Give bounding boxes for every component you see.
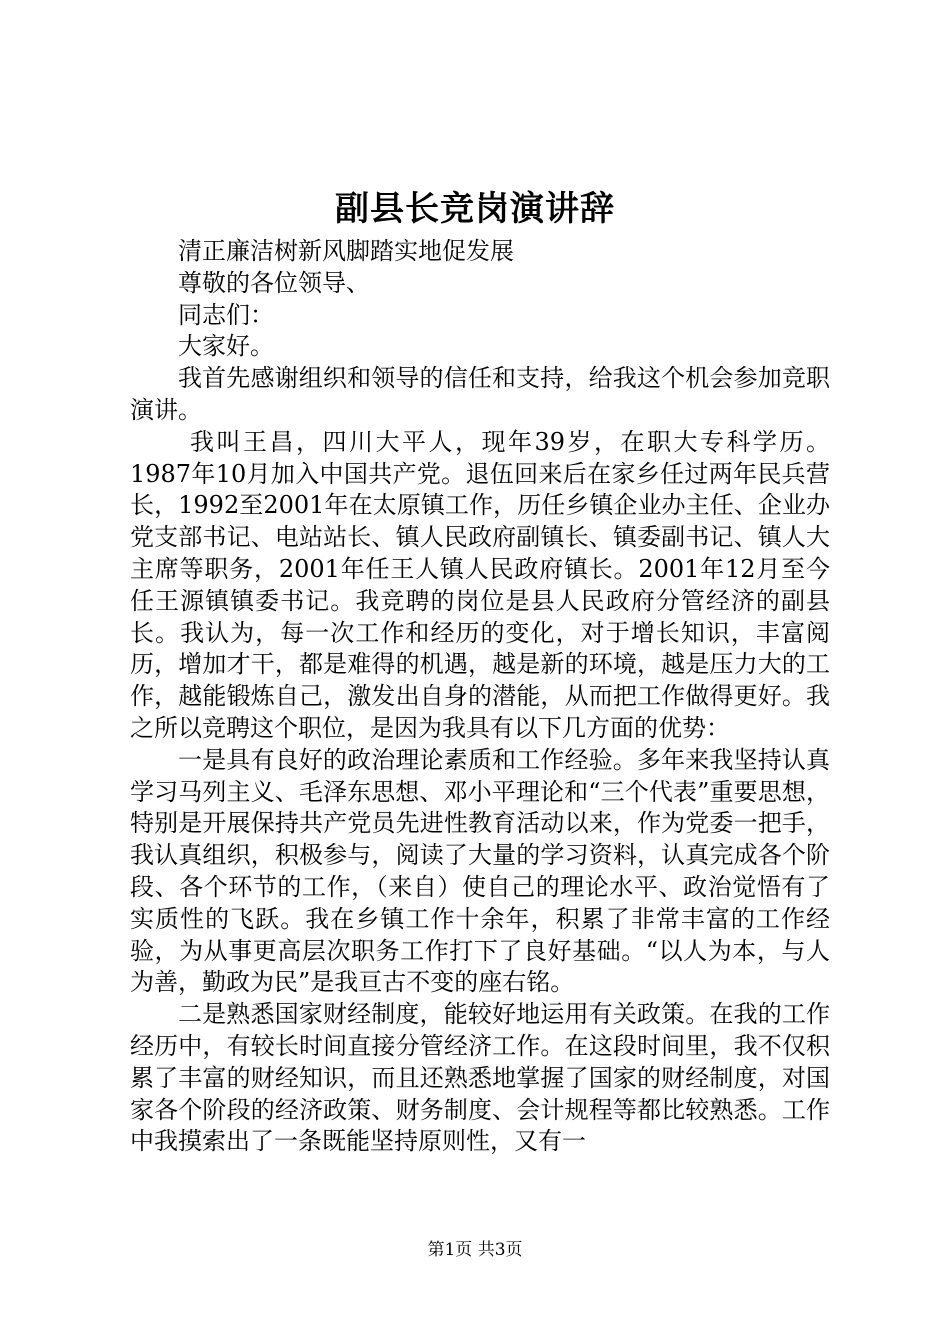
greeting: 大家好。: [178, 332, 274, 361]
document-subtitle: 清正廉洁树新风脚踏实地促发展: [178, 237, 514, 265]
paragraph-thanks: 我首先感谢组织和领导的信任和支持，给我这个机会参加竞职演讲。: [130, 364, 830, 424]
document-body: [130, 236, 830, 1158]
paragraph-advantage-one: 一是具有良好的政治理论素质和工作经验。多年来我坚持认真学习马列主义、毛泽东思想、邓小平理论和“三个代表”重要思想，特别是开展保持共产党员先进性教育活动以来，作为党委一把手，我认真组织，积极参与，阅读了大量的学习资料，认真完成各个阶段、各个环节的工作，（来自）使自己的理论水平、政治觉悟有了实质性的飞跃。我在乡镇工作十余年，积累了非常丰富的工作经验，为从事更高层次职务工作打下了良好基础。“以人为本，与人为善，勤政为民”是我亘古不变的座右铭。: [130, 745, 830, 997]
salutation-comrades: 同志们：: [178, 300, 274, 329]
paragraph-self-introduction: 我叫王昌，四川大平人，现年39岁，在职大专科学历。1987年10月加入中国共产党。退伍回来后在家乡任过两年民兵营长，1992至2001年在太原镇工作，历任乡镇企业办主任、企业办党支部书记、电站站长、镇人民政府副镇长、镇委副书记、镇人大主席等职务，2001年任王人镇人民政府镇长。2001年12月至今任王源镇镇委书记。我竞聘的岗位是县人民政府分管经济的副县长。我认为，每一次工作和经历的变化，对于增长知识，丰富阅历，增加才干，都是难得的机遇，越是新的环境，越是压力大的工作，越能锻炼自己，激发出自身的潜能，从而把工作做得更好。我之所以竞聘这个职位，是因为我具有以下几方面的优势：: [130, 427, 830, 742]
salutation-leaders: 尊敬的各位领导、: [178, 268, 370, 297]
document-title: 副县长竞岗演讲辞: [335, 189, 615, 229]
paragraph-advantage-two: 二是熟悉国家财经制度，能较好地运用有关政策。在我的工作经历中，有较长时间直接分管经济工作。在这段时间里，我不仅积累了丰富的财经知识，而且还熟悉地掌握了国家的财经制度，对国家各个阶段的经济政策、财务制度、会计规程等都比较熟悉。工作中我摸索出了一条既能坚持原则性，又有一: [130, 1000, 830, 1156]
page-footer: 第1页 共3页: [427, 1240, 523, 1260]
